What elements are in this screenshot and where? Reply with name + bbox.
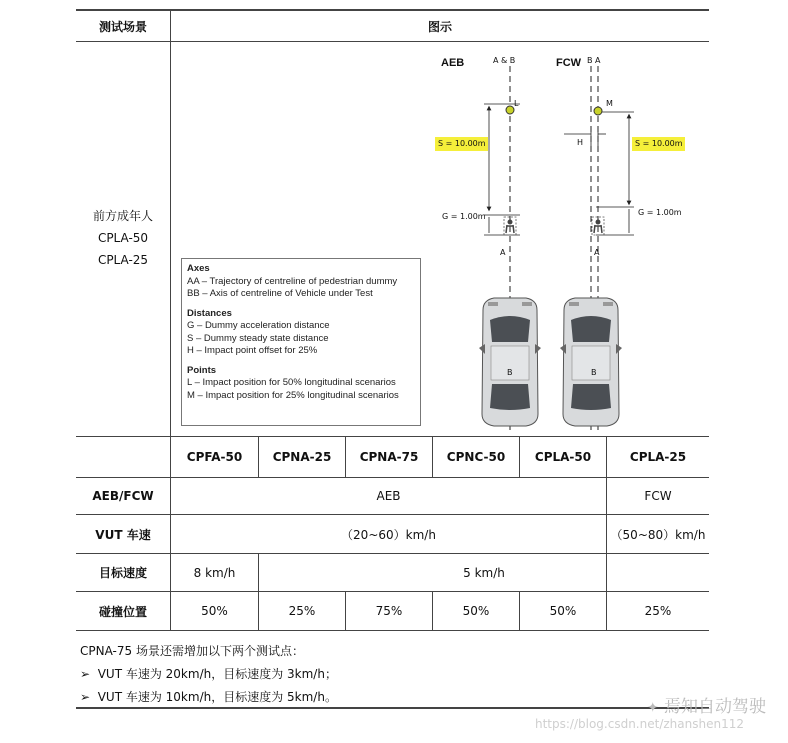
g-distance-label-fcw: G = 1.00m xyxy=(638,208,682,217)
column-header: CPLA-25 xyxy=(629,450,687,464)
fcw-axis-label: B A xyxy=(587,56,601,65)
column-header: CPNA-25 xyxy=(272,450,332,464)
column-header: CPNA-75 xyxy=(359,450,419,464)
vut-speed-fcw: （50~80）km/h xyxy=(610,527,706,542)
watermark-url: https://blog.csdn.net/zhanshen112 xyxy=(535,717,744,731)
scenario-line-2: CPLA-50 xyxy=(97,231,149,245)
aeb-axis-label: A & B xyxy=(493,56,516,65)
notes-bullet-2 xyxy=(80,686,337,709)
target-speed-cpfa: 8 km/h xyxy=(193,565,236,580)
impact-value: 25% xyxy=(288,604,316,618)
g-distance-label-aeb: G = 1.00m xyxy=(442,212,486,221)
diagram-legend xyxy=(181,258,421,426)
scenario-name xyxy=(76,205,170,271)
h-offset-label: H xyxy=(577,138,584,147)
notes-bullet-2-text: VUT 车速为 10km/h，目标速度为 5km/h。 xyxy=(97,690,337,704)
b-label-aeb: B xyxy=(507,368,513,377)
legend-dist-s: S – Dummy steady state distance xyxy=(187,332,329,344)
column-header: CPNC-50 xyxy=(446,450,506,464)
watermark-brand-text: 焉知自动驾驶 xyxy=(664,697,766,717)
aeb-value: AEB xyxy=(376,489,401,503)
target-speed-row-label: 目标速度 xyxy=(98,566,147,580)
notes-bullet-1-text: VUT 车速为 20km/h，目标速度为 3km/h； xyxy=(97,667,337,681)
a-label-aeb: A xyxy=(500,248,506,257)
impact-value: 50% xyxy=(549,604,577,618)
header-diagram-label: 图示 xyxy=(427,19,452,34)
impact-position-row-label: 碰撞位置 xyxy=(98,604,147,619)
notes-bullet-1 xyxy=(80,663,337,686)
a-label-fcw: A xyxy=(594,248,600,257)
impact-value: 25% xyxy=(644,604,672,618)
target-speed-others: 5 km/h xyxy=(463,565,505,580)
vut-speed-row-label: VUT 车速 xyxy=(95,527,151,542)
bullet-arrow-icon: ➢ xyxy=(80,667,91,681)
legend-distances-title: Distances xyxy=(187,307,232,319)
impact-value: 50% xyxy=(462,604,490,618)
legend-axes-title: Axes xyxy=(187,263,210,274)
legend-dist-h: H – Impact point offset for 25% xyxy=(187,345,318,356)
watermark-brand xyxy=(647,692,766,717)
legend-axes-bb: BB – Axis of centreline of Vehicle under Test xyxy=(187,288,373,299)
impact-value: 75% xyxy=(375,604,403,618)
column-header: CPLA-50 xyxy=(534,450,592,464)
notes-section xyxy=(80,640,337,709)
s-distance-label-aeb: S = 10.00m xyxy=(438,139,486,148)
fcw-title: FCW xyxy=(556,57,582,69)
legend-points-title: Points xyxy=(187,364,217,376)
vut-speed-aeb: （20~60）km/h xyxy=(341,527,436,542)
legend-point-m: M – Impact position for 25% longitudinal scenarios xyxy=(187,389,399,401)
aeb-fcw-row-label: AEB/FCW xyxy=(92,489,154,503)
s-distance-label-fcw: S = 10.00m xyxy=(635,139,683,148)
point-m-label: M xyxy=(606,99,613,108)
wechat-icon: ✦ xyxy=(646,700,659,716)
impact-value: 50% xyxy=(201,604,228,618)
bullet-arrow-icon: ➢ xyxy=(80,690,91,704)
b-label-fcw: B xyxy=(591,368,597,377)
aeb-title: AEB xyxy=(441,57,465,69)
fcw-value: FCW xyxy=(644,489,672,503)
impact-divider xyxy=(76,630,709,631)
legend-axes-aa: AA – Trajectory of centreline of pedestrian dummy xyxy=(187,275,398,287)
column-header: CPFA-50 xyxy=(186,450,243,464)
legend-dist-g: G – Dummy acceleration distance xyxy=(187,320,330,331)
legend-point-l: L – Impact position for 50% longitudinal scenarios xyxy=(187,377,396,388)
notes-intro: CPNA-75 场景还需增加以下两个测试点： xyxy=(80,644,304,658)
scenario-line-1: 前方成年人 xyxy=(92,209,153,223)
header-scene-label: 测试场景 xyxy=(98,19,147,34)
point-l-label: L xyxy=(514,99,519,108)
scenario-line-3: CPLA-25 xyxy=(97,253,149,267)
